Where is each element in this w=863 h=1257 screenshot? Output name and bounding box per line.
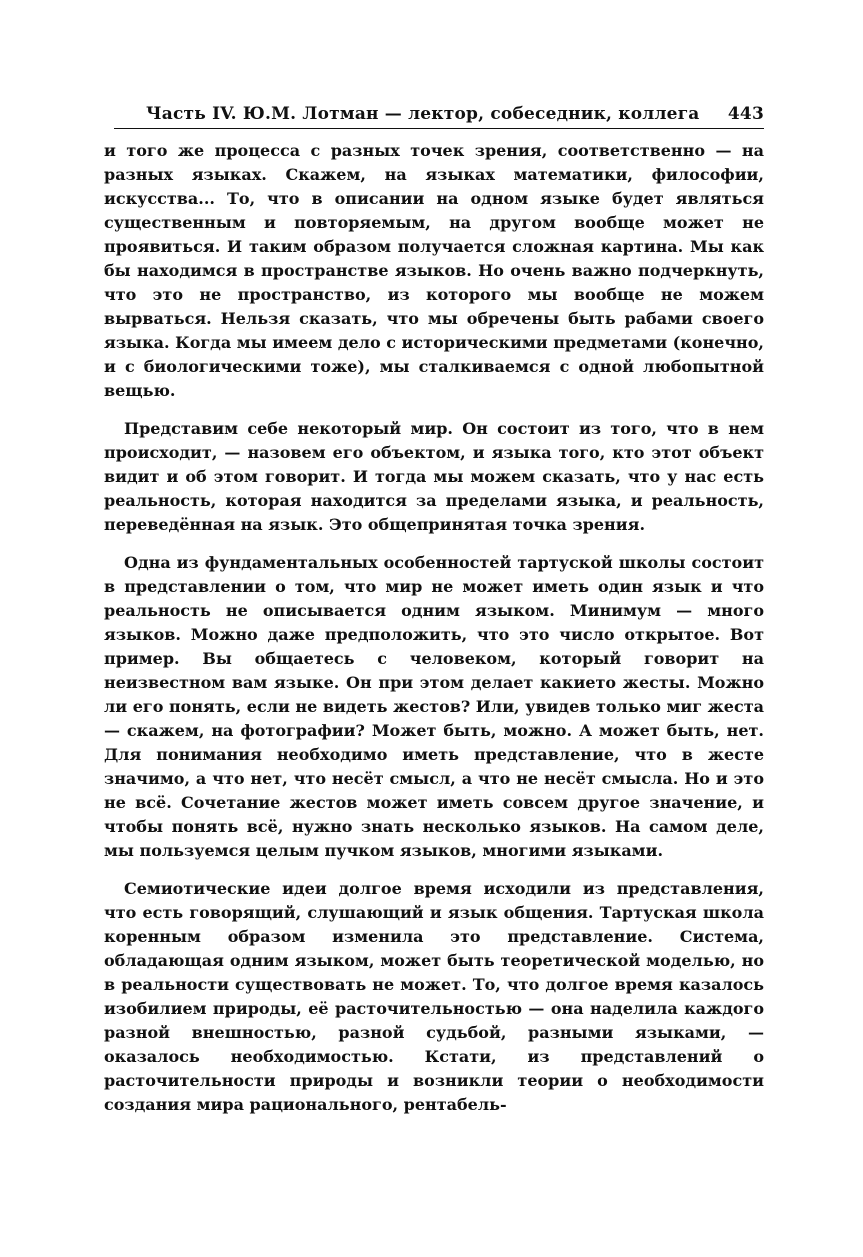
body-text bbox=[104, 139, 764, 1117]
paragraph: Одна из фундаментальных особенностей тартуской школы состоит в представлении о том, что мир не может иметь один язык и что реальность не описывается одним языком. Минимум — много языков. Можно даже предположить, что это число открытое. Вот пример. Вы общаетесь с человеком, который говорит на неизвестном вам языке. Он при этом делает какието жесты. Можно ли его понять, если не видеть жестов? Или, увидев только миг жеста — скажем, на фотографии? Может быть, можно. А может быть, нет. Для понимания необходимо иметь представление, что в жесте значимо, а что нет, что несёт смысл, а что не несёт смысла. Но и это не всё. Сочетание жестов может иметь совсем другое значение, и чтобы понять всё, нужно знать несколько языков. На самом деле, мы пользуемся целым пучком языков, многими языками. bbox=[104, 553, 764, 860]
running-head bbox=[104, 104, 764, 128]
page-number: 443 bbox=[727, 104, 764, 124]
paragraph: Представим себе некоторый мир. Он состоит из того, что в нем происходит, — назовем его объектом, и языка того, кто этот объект видит и об этом говорит. И тогда мы можем сказать, что у нас есть реальность, которая находится за пределами языка, и реальность, переведённая на язык. Это общепринятая точка зрения. bbox=[104, 419, 764, 534]
running-title: Часть IV. Ю.М. Лотман — лектор, собеседник, коллега bbox=[146, 104, 700, 124]
book-page bbox=[104, 104, 764, 1117]
paragraph: и того же процесса с разных точек зрения, соответственно — на разных языках. Скажем, на языках математики, философии, искусства... То, что в описании на одном языке будет являться существенным и повторяемым, на другом вообще может не проявиться. И таким образом получается сложная картина. Мы как бы находимся в пространстве языков. Но очень важно подчеркнуть, что это не пространство, из которого мы вообще не можем вырваться. Нельзя сказать, что мы обречены быть рабами своего языка. Когда мы имеем дело с историческими предметами (конечно, и с биологическими тоже), мы сталкиваемся с одной любопытной вещью. bbox=[104, 141, 764, 400]
header-rule bbox=[114, 128, 764, 129]
paragraph: Семиотические идеи долгое время исходили из представления, что есть говорящий, слушающий и язык общения. Тартуская школа коренным образом изменила это представление. Система, обладающая одним языком, может быть теоретической моделью, но в реальности существовать не может. То, что долгое время казалось изобилием природы, её расточительностью — она наделила каждого разной внешностью, разной судьбой, разными языками, — оказалось необходимостью. Кстати, из представлений о расточительности природы и возникли теории о необходимости создания мира рационального, рентабель- bbox=[104, 879, 764, 1114]
